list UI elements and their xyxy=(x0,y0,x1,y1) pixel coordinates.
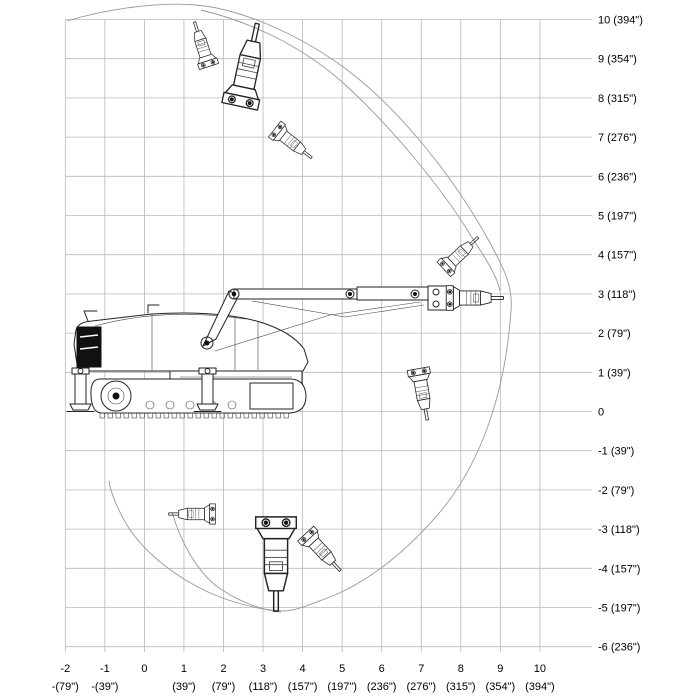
machine-lifting-eye xyxy=(148,305,159,313)
machine-silhouette xyxy=(67,286,452,418)
y-axis-label: 7 (276") xyxy=(598,132,637,145)
x-axis-label-value: 10 xyxy=(533,663,547,675)
track-shoe xyxy=(260,413,265,418)
track-shoe xyxy=(100,413,105,418)
y-axis-label: 1 (39") xyxy=(598,367,631,380)
x-axis-label-inches: -(79") xyxy=(51,681,79,693)
x-axis-label-inches: (354") xyxy=(485,681,516,693)
x-axis-label-inches: (79") xyxy=(211,681,236,693)
track-shoe xyxy=(124,413,129,418)
track-shoe xyxy=(212,413,217,418)
track-shoe xyxy=(244,413,249,418)
track-shoe xyxy=(108,413,113,418)
x-axis-label-value: 7 xyxy=(418,663,425,675)
x-axis-label-inches: (157") xyxy=(287,681,318,693)
y-axis-label: 5 (197") xyxy=(598,210,637,223)
breaker-position-bottom-left xyxy=(169,504,216,524)
track-shoe xyxy=(132,413,137,418)
x-axis-label-value: 0 xyxy=(141,663,148,675)
breaker-position-lower-right xyxy=(407,367,438,422)
track-shoe xyxy=(164,413,169,418)
x-axis-label-inches: -(39") xyxy=(91,681,119,693)
x-axis-label-value: 9 xyxy=(497,663,504,675)
x-axis-label-value: 3 xyxy=(259,663,267,675)
track-shoe xyxy=(236,413,241,418)
x-axis-labels xyxy=(52,663,555,693)
x-axis-label-inches: (118") xyxy=(248,681,278,693)
x-axis-label-inches: (276") xyxy=(406,681,437,693)
y-axis-label: -1 (39") xyxy=(598,445,635,458)
y-axis-label: -5 (197") xyxy=(598,602,641,615)
x-axis-label-inches: (39") xyxy=(172,681,196,693)
x-axis-label-value: 4 xyxy=(299,663,306,675)
track-shoe xyxy=(140,413,145,418)
x-axis-label-value: 6 xyxy=(378,663,385,675)
breaker-position-bottom-diagonal xyxy=(298,526,349,578)
x-axis-label-value: 5 xyxy=(339,663,346,675)
y-axis-labels xyxy=(598,15,643,654)
y-axis-label: 8 (315") xyxy=(598,92,637,105)
x-axis-label-value: 1 xyxy=(180,663,188,675)
track-shoe xyxy=(252,413,257,418)
y-axis-label: 10 (394") xyxy=(598,14,643,27)
breaker-position-top-left xyxy=(185,19,219,70)
track-shoe xyxy=(148,413,153,418)
track-shoe xyxy=(196,413,201,418)
y-axis-label: 9 (354") xyxy=(598,53,637,66)
track-shoe xyxy=(116,413,121,418)
track-shoe xyxy=(156,413,161,418)
breaker-position-upper-diagonal xyxy=(268,121,317,166)
x-axis-label-inches: (394") xyxy=(525,681,555,693)
machine-outrigger-rear xyxy=(67,368,94,412)
machine-antenna xyxy=(84,311,97,321)
track-shoe xyxy=(228,413,233,418)
track-shoe xyxy=(172,413,177,418)
y-axis-label: 4 (157") xyxy=(598,249,637,262)
machine-body xyxy=(74,313,308,371)
y-axis-label: 0 xyxy=(598,406,605,419)
y-axis-label: -6 (236") xyxy=(598,641,641,654)
track-shoe xyxy=(204,413,209,418)
x-axis-label-value: 8 xyxy=(457,663,464,675)
y-axis-label: 3 (118") xyxy=(598,288,636,301)
y-axis-label: -2 (79") xyxy=(598,484,635,497)
y-axis-label: 6 (236") xyxy=(598,171,637,184)
x-axis-label-value: 2 xyxy=(220,663,227,675)
track-shoe xyxy=(188,413,193,418)
track-shoe xyxy=(268,413,273,418)
breaker-position-bottom-vertical xyxy=(256,517,297,611)
y-axis-label: -3 (118") xyxy=(598,524,640,537)
x-axis-label-inches: (315") xyxy=(446,681,476,693)
x-axis-label-value: -1 xyxy=(99,663,110,675)
track-shoe xyxy=(284,413,289,418)
x-axis-label-inches: (197") xyxy=(327,681,357,693)
x-axis-label-value: -2 xyxy=(60,663,71,675)
y-axis-label: 2 (79") xyxy=(598,328,631,341)
machine-track-shoes xyxy=(100,413,289,418)
breaker-position-max-reach xyxy=(446,286,503,311)
y-axis-label: -4 (157") xyxy=(598,563,641,576)
track-shoe xyxy=(276,413,281,418)
x-axis-label-inches: (236") xyxy=(366,681,397,693)
